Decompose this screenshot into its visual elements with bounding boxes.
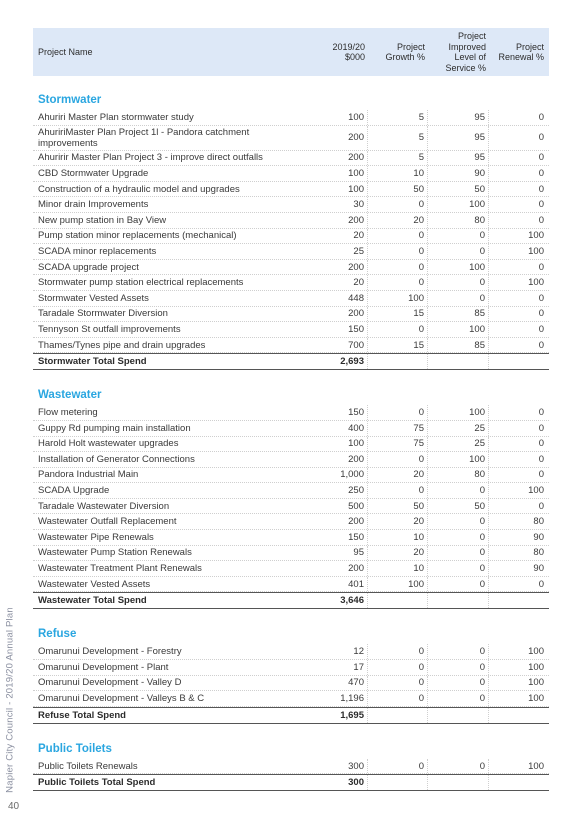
value-cell: 150 [308, 405, 368, 420]
table-row [33, 405, 549, 421]
section-total-row [33, 592, 549, 609]
growth-cell: 0 [368, 759, 428, 774]
growth-cell: 100 [368, 577, 428, 592]
total-empty-cell [368, 775, 428, 790]
total-empty-cell [489, 354, 549, 369]
page-number: 40 [8, 801, 20, 812]
table-row [33, 561, 549, 577]
project-name-cell: Stormwater pump station electrical replacements [38, 277, 244, 289]
section-title: Public Toilets [38, 742, 112, 755]
total-empty-cell [489, 708, 549, 723]
project-name-cell: SCADA minor replacements [38, 245, 157, 257]
table-row [33, 229, 549, 245]
renewal-cell: 0 [538, 111, 544, 123]
renewal-cell: 0 [538, 152, 544, 164]
header-2019-20-value: 2019/20 $000 [332, 41, 365, 62]
renewal-cell: 100 [528, 661, 544, 673]
renewal-cell: 0 [538, 578, 544, 590]
growth-cell: 0 [368, 452, 428, 467]
total-value: 1,695 [308, 708, 368, 723]
section-toilets [33, 724, 549, 792]
project-name-cell: Thames/Tynes pipe and drain upgrades [38, 339, 206, 351]
table-row [33, 338, 549, 354]
growth-cell: 15 [368, 338, 428, 353]
total-empty-cell [368, 593, 428, 608]
level-of-service-cell: 95 [428, 110, 489, 125]
table-row [33, 676, 549, 692]
project-name-cell: Omarunui Development - Plant [38, 661, 169, 673]
project-name-cell: Public Toilets Renewals [38, 760, 138, 772]
growth-cell: 5 [368, 110, 428, 125]
project-name-cell: AhuririMaster Plan Project 1l - Pandora catchment improvements [38, 126, 250, 149]
table-body [33, 76, 549, 791]
value-cell: 100 [308, 166, 368, 181]
growth-cell: 50 [368, 182, 428, 197]
project-name-cell: Tennyson St outfall improvements [38, 323, 181, 335]
section-stormwater [33, 76, 549, 370]
section-total-row [33, 353, 549, 370]
renewal-cell: 80 [533, 547, 544, 559]
header-project-name: Project Name [38, 47, 93, 57]
renewal-cell: 0 [538, 453, 544, 465]
renewal-cell: 90 [533, 563, 544, 575]
growth-cell: 10 [368, 166, 428, 181]
table-row [33, 197, 549, 213]
renewal-cell: 0 [538, 167, 544, 179]
table-row [33, 110, 549, 126]
level-of-service-cell: 0 [428, 676, 489, 691]
total-empty-cell [489, 593, 549, 608]
level-of-service-cell: 100 [428, 405, 489, 420]
value-cell: 200 [308, 561, 368, 576]
growth-cell: 0 [368, 244, 428, 259]
table-row [33, 307, 549, 323]
value-cell: 20 [308, 275, 368, 290]
level-of-service-cell: 100 [428, 322, 489, 337]
value-cell: 700 [308, 338, 368, 353]
renewal-cell: 0 [538, 292, 544, 304]
level-of-service-cell: 0 [428, 229, 489, 244]
value-cell: 400 [308, 421, 368, 436]
growth-cell: 75 [368, 437, 428, 452]
value-cell: 150 [308, 530, 368, 545]
table-row [33, 660, 549, 676]
table-row [33, 437, 549, 453]
project-name-cell: SCADA Upgrade [38, 485, 110, 497]
project-name-cell: Taradale Stormwater Diversion [38, 308, 168, 320]
growth-cell: 5 [368, 151, 428, 166]
renewal-cell: 0 [538, 183, 544, 195]
renewal-cell: 0 [538, 261, 544, 273]
level-of-service-cell: 0 [428, 530, 489, 545]
project-name-cell: Guppy Rd pumping main installation [38, 422, 191, 434]
table-row [33, 166, 549, 182]
level-of-service-cell: 0 [428, 660, 489, 675]
project-name-cell: Wastewater Pipe Renewals [38, 531, 154, 543]
project-name-cell: Stormwater Vested Assets [38, 292, 149, 304]
table-header [33, 28, 549, 76]
value-cell: 1,196 [308, 691, 368, 706]
table-row [33, 691, 549, 707]
growth-cell: 0 [368, 322, 428, 337]
project-name-cell: SCADA upgrade project [38, 261, 139, 273]
growth-cell: 10 [368, 561, 428, 576]
value-cell: 200 [308, 307, 368, 322]
project-name-cell: Minor drain Improvements [38, 199, 149, 211]
growth-cell: 0 [368, 691, 428, 706]
renewal-cell: 100 [528, 646, 544, 658]
section-total-row [33, 774, 549, 791]
section-title: Stormwater [38, 94, 102, 106]
value-cell: 25 [308, 244, 368, 259]
renewal-cell: 100 [528, 677, 544, 689]
growth-cell: 100 [368, 291, 428, 306]
total-label: Wastewater Total Spend [38, 595, 147, 607]
table-row [33, 291, 549, 307]
renewal-cell: 0 [538, 339, 544, 351]
renewal-cell: 90 [533, 531, 544, 543]
renewal-cell: 100 [528, 485, 544, 497]
level-of-service-cell: 0 [428, 244, 489, 259]
value-cell: 200 [308, 126, 368, 150]
level-of-service-cell: 0 [428, 759, 489, 774]
project-name-cell: Flow metering [38, 407, 98, 419]
project-name-cell: Wastewater Pump Station Renewals [38, 547, 192, 559]
table-row [33, 260, 549, 276]
value-cell: 401 [308, 577, 368, 592]
project-name-cell: Ahuriri Master Plan stormwater study [38, 111, 194, 123]
table-row [33, 759, 549, 775]
growth-cell: 20 [368, 468, 428, 483]
value-cell: 100 [308, 182, 368, 197]
value-cell: 100 [308, 110, 368, 125]
table-row [33, 126, 549, 151]
capital-projects-table [33, 28, 549, 791]
level-of-service-cell: 85 [428, 338, 489, 353]
level-of-service-cell: 0 [428, 691, 489, 706]
level-of-service-cell: 100 [428, 452, 489, 467]
renewal-cell: 100 [528, 760, 544, 772]
growth-cell: 20 [368, 213, 428, 228]
level-of-service-cell: 100 [428, 260, 489, 275]
level-of-service-cell: 0 [428, 644, 489, 659]
project-name-cell: Omarunui Development - Valley D [38, 677, 182, 689]
growth-cell: 10 [368, 530, 428, 545]
renewal-cell: 0 [538, 469, 544, 481]
table-row [33, 468, 549, 484]
project-name-cell: Ahuririr Master Plan Project 3 - improve direct outfalls [38, 152, 263, 164]
growth-cell: 50 [368, 499, 428, 514]
table-row [33, 275, 549, 291]
value-cell: 1,000 [308, 468, 368, 483]
renewal-cell: 0 [538, 308, 544, 320]
growth-cell: 20 [368, 546, 428, 561]
table-row [33, 213, 549, 229]
value-cell: 30 [308, 197, 368, 212]
document-footer-title: Napier City Council - 2019/20 Annual Plan [4, 607, 16, 793]
value-cell: 95 [308, 546, 368, 561]
level-of-service-cell: 95 [428, 151, 489, 166]
level-of-service-cell: 50 [428, 499, 489, 514]
table-row [33, 322, 549, 338]
total-empty-cell [368, 708, 428, 723]
level-of-service-cell: 0 [428, 275, 489, 290]
total-value: 2,693 [308, 354, 368, 369]
project-name-cell: New pump station in Bay View [38, 214, 167, 226]
total-empty-cell [428, 708, 489, 723]
renewal-cell: 0 [538, 407, 544, 419]
level-of-service-cell: 0 [428, 291, 489, 306]
value-cell: 20 [308, 229, 368, 244]
table-row [33, 514, 549, 530]
level-of-service-cell: 100 [428, 197, 489, 212]
total-label: Refuse Total Spend [38, 709, 126, 721]
value-cell: 150 [308, 322, 368, 337]
growth-cell: 5 [368, 126, 428, 150]
level-of-service-cell: 0 [428, 483, 489, 498]
header-project-renewal: Project Renewal % [498, 41, 544, 62]
table-row [33, 577, 549, 593]
total-empty-cell [368, 354, 428, 369]
renewal-cell: 0 [538, 422, 544, 434]
project-name-cell: Pump station minor replacements (mechanical) [38, 230, 237, 242]
growth-cell: 0 [368, 275, 428, 290]
value-cell: 470 [308, 676, 368, 691]
growth-cell: 15 [368, 307, 428, 322]
level-of-service-cell: 0 [428, 546, 489, 561]
header-project-growth: Project Growth % [385, 41, 425, 62]
renewal-cell: 0 [538, 199, 544, 211]
level-of-service-cell: 25 [428, 437, 489, 452]
value-cell: 17 [308, 660, 368, 675]
renewal-cell: 0 [538, 132, 544, 144]
level-of-service-cell: 0 [428, 577, 489, 592]
table-row [33, 182, 549, 198]
total-empty-cell [428, 593, 489, 608]
growth-cell: 0 [368, 644, 428, 659]
level-of-service-cell: 95 [428, 126, 489, 150]
value-cell: 448 [308, 291, 368, 306]
renewal-cell: 0 [538, 438, 544, 450]
value-cell: 300 [308, 759, 368, 774]
table-row [33, 530, 549, 546]
renewal-cell: 0 [538, 323, 544, 335]
project-name-cell: Omarunui Development - Valleys B & C [38, 693, 205, 705]
total-label: Public Toilets Total Spend [38, 777, 156, 789]
project-name-cell: Harold Holt wastewater upgrades [38, 438, 179, 450]
value-cell: 200 [308, 213, 368, 228]
level-of-service-cell: 50 [428, 182, 489, 197]
level-of-service-cell: 0 [428, 561, 489, 576]
value-cell: 12 [308, 644, 368, 659]
project-name-cell: Wastewater Outfall Replacement [38, 516, 177, 528]
value-cell: 100 [308, 437, 368, 452]
level-of-service-cell: 80 [428, 468, 489, 483]
total-empty-cell [428, 354, 489, 369]
total-label: Stormwater Total Spend [38, 356, 147, 368]
renewal-cell: 100 [528, 277, 544, 289]
value-cell: 200 [308, 151, 368, 166]
total-value: 300 [308, 775, 368, 790]
project-name-cell: Omarunui Development - Forestry [38, 646, 182, 658]
section-refuse [33, 609, 549, 723]
table-row [33, 644, 549, 660]
growth-cell: 0 [368, 483, 428, 498]
table-row [33, 244, 549, 260]
total-value: 3,646 [308, 593, 368, 608]
table-row [33, 421, 549, 437]
value-cell: 250 [308, 483, 368, 498]
table-row [33, 499, 549, 515]
section-title: Wastewater [38, 389, 102, 402]
section-title: Refuse [38, 628, 77, 641]
level-of-service-cell: 0 [428, 514, 489, 529]
table-row [33, 546, 549, 562]
project-name-cell: Taradale Wastewater Diversion [38, 500, 170, 512]
growth-cell: 0 [368, 260, 428, 275]
project-name-cell: Installation of Generator Connections [38, 453, 195, 465]
value-cell: 500 [308, 499, 368, 514]
table-row [33, 151, 549, 167]
growth-cell: 0 [368, 197, 428, 212]
project-name-cell: Pandora Industrial Main [38, 469, 139, 481]
header-improved-level-of-service: Project Improved Level of Service % [445, 31, 486, 73]
renewal-cell: 0 [538, 214, 544, 226]
project-name-cell: Wastewater Treatment Plant Renewals [38, 563, 202, 575]
total-empty-cell [489, 775, 549, 790]
value-cell: 200 [308, 260, 368, 275]
section-total-row [33, 707, 549, 724]
level-of-service-cell: 90 [428, 166, 489, 181]
growth-cell: 0 [368, 660, 428, 675]
renewal-cell: 100 [528, 245, 544, 257]
growth-cell: 20 [368, 514, 428, 529]
value-cell: 200 [308, 452, 368, 467]
table-row [33, 452, 549, 468]
growth-cell: 75 [368, 421, 428, 436]
level-of-service-cell: 85 [428, 307, 489, 322]
growth-cell: 0 [368, 229, 428, 244]
renewal-cell: 80 [533, 516, 544, 528]
level-of-service-cell: 25 [428, 421, 489, 436]
section-wastewater [33, 370, 549, 609]
renewal-cell: 100 [528, 693, 544, 705]
total-empty-cell [428, 775, 489, 790]
value-cell: 200 [308, 514, 368, 529]
growth-cell: 0 [368, 405, 428, 420]
project-name-cell: Construction of a hydraulic model and upgrades [38, 183, 240, 195]
growth-cell: 0 [368, 676, 428, 691]
level-of-service-cell: 80 [428, 213, 489, 228]
project-name-cell: CBD Stormwater Upgrade [38, 167, 149, 179]
renewal-cell: 100 [528, 230, 544, 242]
project-name-cell: Wastewater Vested Assets [38, 578, 151, 590]
renewal-cell: 0 [538, 500, 544, 512]
table-row [33, 483, 549, 499]
